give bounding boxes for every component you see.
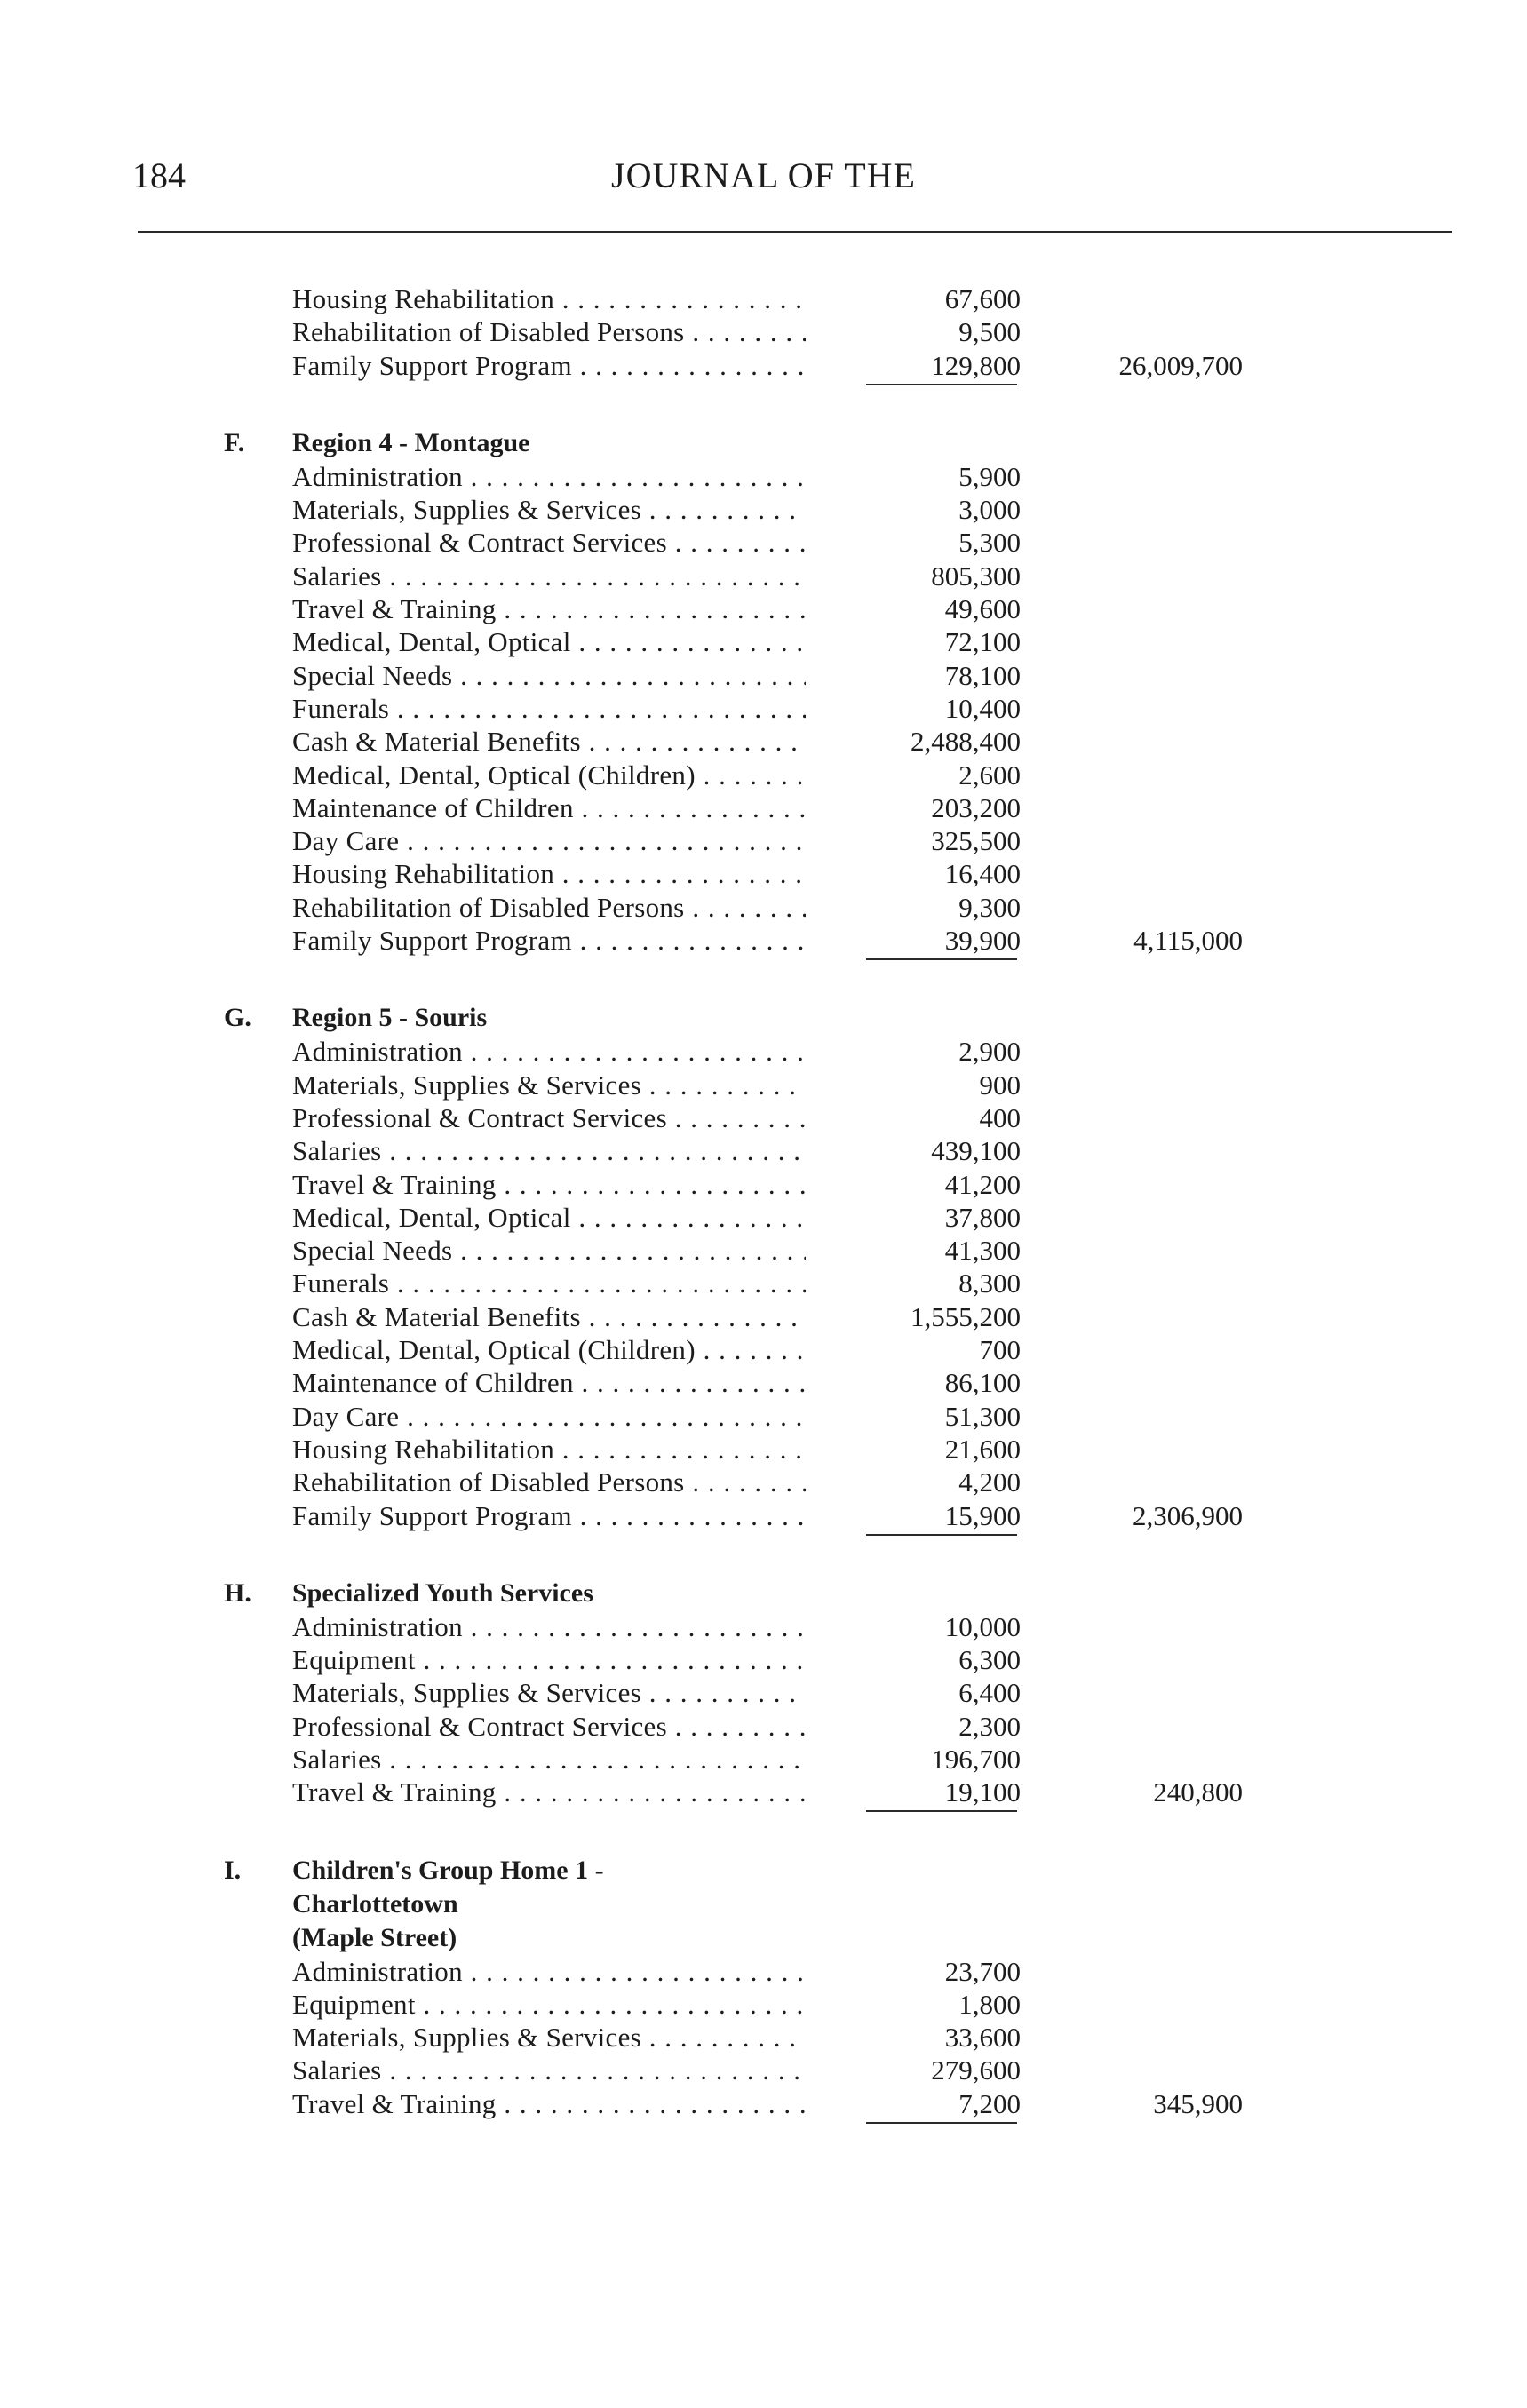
appropriation-content [0, 282, 1527, 2120]
line-item-amount: 900 [979, 1069, 1021, 1101]
line-item-amount: 49,600 [944, 593, 1021, 625]
section-heading [0, 1577, 1527, 1610]
line-item-amount: 325,500 [931, 825, 1021, 857]
line-item-label: Professional & Contract Services . . . [292, 1710, 806, 1743]
line-item [0, 659, 1527, 692]
section-title: Charlottetown [292, 1888, 458, 1919]
line-item [0, 1499, 1527, 1532]
line-item-amount: 78,100 [944, 659, 1021, 691]
line-item-amount: 23,700 [944, 1955, 1021, 1987]
line-item-label: Medical, Dental, Optical (Children) . . . [292, 759, 806, 791]
line-item-amount: 805,300 [931, 560, 1021, 592]
line-item [0, 891, 1527, 924]
line-item-amount: 2,600 [958, 759, 1021, 791]
line-item-label: Salaries . . . [292, 1743, 806, 1776]
line-item [0, 625, 1527, 658]
line-item [0, 526, 1527, 559]
line-item [0, 1300, 1527, 1333]
section-total: 26,009,700 [1118, 349, 1243, 381]
line-item [0, 1676, 1527, 1709]
line-item-amount: 3,000 [958, 494, 1021, 526]
line-item-label: Cash & Material Benefits . . . [292, 1300, 806, 1333]
line-item-amount: 7,200 [958, 2087, 1021, 2119]
line-item-amount: 6,400 [958, 1677, 1021, 1709]
line-item-label: Day Care . . . [292, 824, 806, 857]
line-item [0, 349, 1527, 382]
line-item-amount: 51,300 [944, 1400, 1021, 1432]
line-item [0, 1101, 1527, 1134]
line-item-label: Travel & Training . . . [292, 1776, 806, 1808]
line-item-label: Travel & Training . . . [292, 2087, 806, 2120]
section-letter: G. [224, 1003, 251, 1033]
line-item-label: Family Support Program . . . [292, 924, 806, 957]
section-total: 2,306,900 [1133, 1499, 1243, 1531]
line-item-amount: 439,100 [931, 1135, 1021, 1167]
line-item-label: Funerals . . . [292, 1267, 806, 1299]
line-item-label: Day Care . . . [292, 1400, 806, 1433]
line-item [0, 791, 1527, 824]
section-heading [0, 1854, 1527, 1955]
line-item-amount: 41,200 [944, 1168, 1021, 1200]
line-item [0, 1643, 1527, 1676]
line-item [0, 1610, 1527, 1643]
line-item [0, 1134, 1527, 1167]
line-item-amount: 129,800 [931, 349, 1021, 381]
section-title: (Maple Street) [292, 1922, 457, 1952]
line-item-amount: 72,100 [944, 626, 1021, 658]
line-item-label: Family Support Program . . . [292, 1499, 806, 1532]
line-item-label: Funerals . . . [292, 692, 806, 725]
header-rule [138, 231, 1452, 233]
line-item-amount: 33,600 [944, 2022, 1021, 2054]
line-item-amount: 6,300 [958, 1644, 1021, 1676]
line-item-amount: 2,300 [958, 1710, 1021, 1742]
line-item-label: Travel & Training . . . [292, 1168, 806, 1201]
line-item [0, 1069, 1527, 1101]
line-item [0, 493, 1527, 526]
line-item-label: Housing Rehabilitation . . . [292, 282, 806, 315]
line-item-label: Salaries . . . [292, 1134, 806, 1167]
line-item-label: Professional & Contract Services . . . [292, 526, 806, 559]
line-item-label: Materials, Supplies & Services . . . [292, 1069, 806, 1101]
subtotal-rule [866, 1810, 1017, 1812]
line-item-label: Equipment . . . [292, 1643, 806, 1676]
line-item-amount: 1,800 [958, 1988, 1021, 2020]
line-item-amount: 10,000 [944, 1610, 1021, 1642]
line-item-amount: 5,300 [958, 527, 1021, 559]
section-total: 345,900 [1153, 2087, 1243, 2119]
page-number: 184 [132, 155, 186, 195]
line-item [0, 1400, 1527, 1433]
line-item-label: Special Needs . . . [292, 659, 806, 692]
line-item-amount: 8,300 [958, 1268, 1021, 1299]
appropriation-section [0, 1854, 1527, 2120]
line-item-amount: 400 [979, 1101, 1021, 1133]
line-item [0, 460, 1527, 493]
line-item-amount: 700 [979, 1334, 1021, 1366]
line-item-amount: 196,700 [931, 1743, 1021, 1775]
line-item-amount: 86,100 [944, 1367, 1021, 1399]
line-item [0, 1201, 1527, 1234]
line-item-amount: 4,200 [958, 1466, 1021, 1498]
subtotal-rule [866, 958, 1017, 960]
line-item-amount: 19,100 [944, 1776, 1021, 1808]
section-title: Region 5 - Souris [292, 1003, 488, 1033]
line-item [0, 592, 1527, 625]
line-item-label: Special Needs . . . [292, 1234, 806, 1267]
line-item [0, 1168, 1527, 1201]
line-item-label: Travel & Training . . . [292, 592, 806, 625]
line-item-amount: 39,900 [944, 925, 1021, 957]
line-item-amount: 2,900 [958, 1036, 1021, 1068]
line-item-amount: 21,600 [944, 1433, 1021, 1465]
appropriation-section [0, 1577, 1527, 1809]
line-item [0, 1955, 1527, 1988]
line-item [0, 857, 1527, 890]
section-title: Children's Group Home 1 - [292, 1855, 604, 1885]
line-item-label: Cash & Material Benefits . . . [292, 725, 806, 758]
section-letter: I. [224, 1855, 242, 1885]
line-item-label: Administration . . . [292, 1955, 806, 1988]
line-item [0, 1333, 1527, 1366]
line-item-label: Salaries . . . [292, 560, 806, 592]
section-total: 4,115,000 [1133, 925, 1243, 957]
line-item-label: Medical, Dental, Optical (Children) . . . [292, 1333, 806, 1366]
line-item [0, 1776, 1527, 1808]
line-item-label: Medical, Dental, Optical . . . [292, 625, 806, 658]
line-item [0, 1234, 1527, 1267]
line-item [0, 315, 1527, 348]
line-item-amount: 203,200 [931, 791, 1021, 823]
section-heading [0, 426, 1527, 460]
line-item [0, 1466, 1527, 1498]
section-title: Specialized Youth Services [292, 1578, 593, 1608]
line-item-amount: 37,800 [944, 1201, 1021, 1233]
line-item [0, 2054, 1527, 2086]
line-item-label: Materials, Supplies & Services . . . [292, 2021, 806, 2054]
section-total: 240,800 [1153, 1776, 1243, 1808]
line-item-label: Rehabilitation of Disabled Persons . . . [292, 1466, 806, 1498]
line-item-amount: 9,500 [958, 316, 1021, 348]
running-head: JOURNAL OF THE [611, 155, 916, 195]
line-item [0, 560, 1527, 592]
line-item [0, 2021, 1527, 2054]
line-item [0, 1366, 1527, 1399]
line-item-label: Equipment . . . [292, 1988, 806, 2021]
line-item-amount: 16,400 [944, 858, 1021, 890]
line-item-label: Maintenance of Children . . . [292, 791, 806, 824]
line-item-amount: 9,300 [958, 891, 1021, 923]
line-item-amount: 5,900 [958, 460, 1021, 492]
line-item-label: Rehabilitation of Disabled Persons . . . [292, 315, 806, 348]
section-heading [0, 1001, 1527, 1035]
line-item-amount: 41,300 [944, 1235, 1021, 1267]
line-item-label: Administration . . . [292, 1610, 806, 1643]
line-item [0, 1710, 1527, 1743]
line-item [0, 759, 1527, 791]
line-item-amount: 2,488,400 [911, 726, 1021, 758]
subtotal-rule [866, 1534, 1017, 1536]
line-item-amount: 279,600 [931, 2054, 1021, 2086]
line-item-label: Medical, Dental, Optical . . . [292, 1201, 806, 1234]
line-item [0, 725, 1527, 758]
appropriation-section [0, 282, 1527, 382]
line-item-amount: 1,555,200 [911, 1300, 1021, 1332]
line-item-label: Rehabilitation of Disabled Persons . . . [292, 891, 806, 924]
line-item [0, 824, 1527, 857]
line-item-label: Administration . . . [292, 1035, 806, 1068]
line-item-label: Family Support Program . . . [292, 349, 806, 382]
line-item [0, 2087, 1527, 2120]
line-item [0, 692, 1527, 725]
line-item-amount: 67,600 [944, 283, 1021, 314]
line-item [0, 924, 1527, 957]
line-item-label: Housing Rehabilitation . . . [292, 857, 806, 890]
line-item-label: Materials, Supplies & Services . . . [292, 1676, 806, 1709]
section-letter: F. [224, 427, 245, 457]
line-item-amount: 10,400 [944, 692, 1021, 724]
line-item-label: Salaries . . . [292, 2054, 806, 2086]
appropriation-section [0, 1001, 1527, 1531]
line-item [0, 1743, 1527, 1776]
subtotal-rule [866, 384, 1017, 385]
line-item-label: Housing Rehabilitation . . . [292, 1433, 806, 1466]
line-item-label: Professional & Contract Services . . . [292, 1101, 806, 1134]
subtotal-rule [866, 2122, 1017, 2124]
line-item-label: Materials, Supplies & Services . . . [292, 493, 806, 526]
line-item [0, 282, 1527, 315]
line-item [0, 1035, 1527, 1068]
line-item [0, 1267, 1527, 1299]
line-item-label: Administration . . . [292, 460, 806, 493]
section-title: Region 4 - Montague [292, 427, 530, 457]
line-item [0, 1988, 1527, 2021]
appropriation-section [0, 426, 1527, 957]
line-item-label: Maintenance of Children . . . [292, 1366, 806, 1399]
line-item-amount: 15,900 [944, 1499, 1021, 1531]
section-letter: H. [224, 1578, 251, 1608]
line-item [0, 1433, 1527, 1466]
